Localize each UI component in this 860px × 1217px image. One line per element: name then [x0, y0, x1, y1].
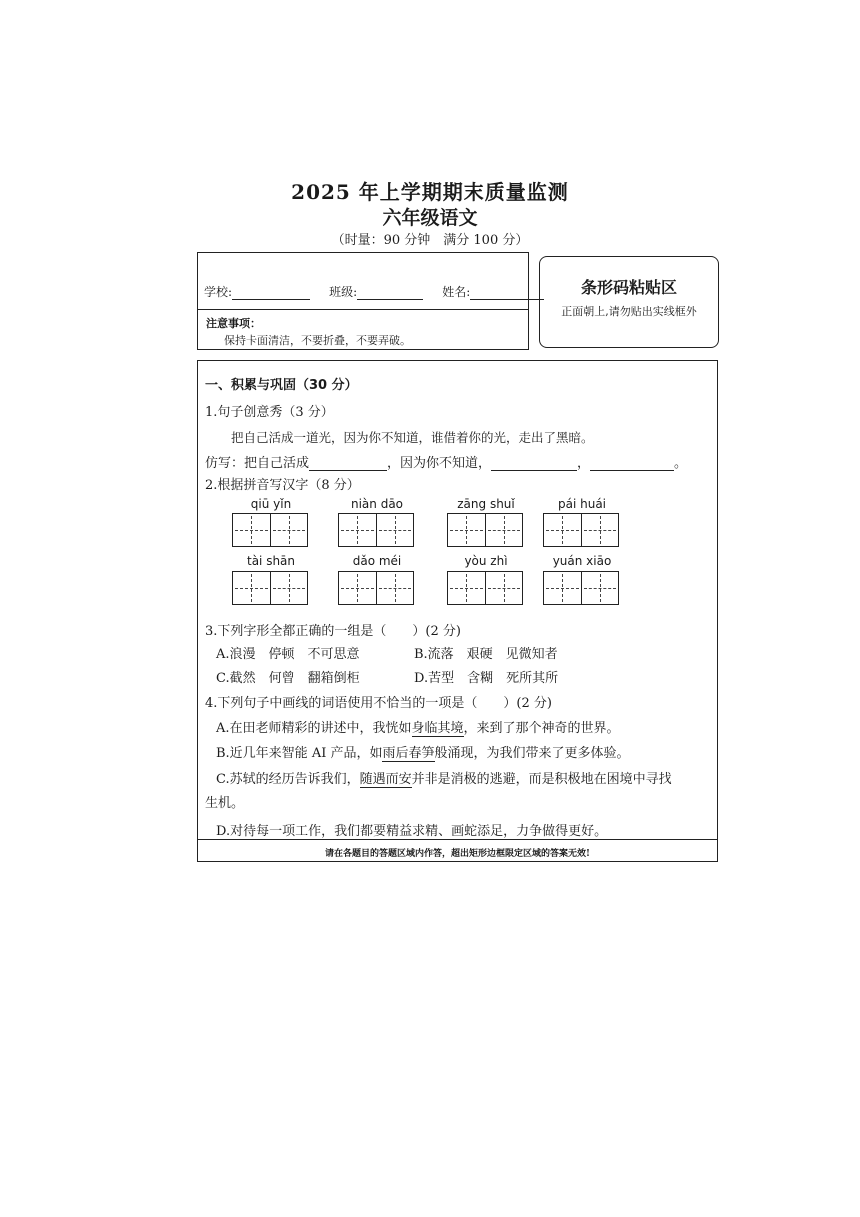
class-field[interactable]: [357, 285, 423, 300]
school-field[interactable]: [232, 285, 310, 300]
imitate-middle: ，因为你不知道，: [387, 456, 492, 471]
imitate-blank-2[interactable]: [491, 458, 577, 471]
section-heading: 一、积累与巩固（30 分）: [205, 378, 358, 393]
exam-subtitle: 六年级语文: [382, 207, 478, 229]
imitate-blank-1[interactable]: [309, 458, 387, 471]
q4-option-c-continued: 生机。: [205, 796, 245, 811]
notes-text: 保持卡面清洁，不要折叠，不要弄破。: [224, 334, 411, 347]
pinyin-label: tài shān: [246, 554, 296, 568]
q4-a-text-end: ，来到了那个神奇的世界。: [463, 721, 620, 736]
pinyin-label: pái huái: [557, 497, 607, 511]
char-grid[interactable]: [543, 571, 619, 605]
imitate-blank-3[interactable]: [590, 458, 674, 471]
char-grid[interactable]: [447, 571, 523, 605]
barcode-area: [539, 256, 719, 348]
info-divider: [198, 309, 528, 310]
exam-meta: （时量：90 分钟 满分 100 分）: [331, 233, 529, 248]
exam-title: 2025 年上学期期末质量监测: [291, 180, 569, 204]
q4-c-text-end: 并非是消极的逃避，而是积极地在困境中寻找: [411, 772, 672, 787]
char-grid[interactable]: [543, 513, 619, 547]
pinyin-label: niàn dāo: [350, 497, 404, 511]
q4-d-text: D.对待每一项工作，我们都要: [216, 824, 387, 839]
pinyin-label: yuán xiāo: [552, 554, 612, 568]
imitate-end: 。: [674, 456, 688, 471]
char-grid[interactable]: [447, 513, 523, 547]
footer-warning: 请在各题目的答题区域内作答，超出矩形边框限定区域的答案无效!: [325, 849, 590, 859]
q4-d-underlined: 精益求精、画蛇添足: [386, 820, 503, 840]
school-label: 学校:: [204, 285, 233, 299]
name-field[interactable]: [470, 285, 544, 300]
q4-a-text: A.在田老师精彩的讲述中，我恍如: [216, 721, 412, 736]
q4-c-text: C.苏轼的经历告诉我们，: [216, 772, 360, 787]
q4-option-a[interactable]: [216, 717, 620, 737]
q4-b-text-end: 般涌现，为我们带来了更多体验。: [434, 746, 630, 761]
q3-title: 3.下列字形全都正确的一组是（ ）(2 分): [205, 624, 461, 639]
q3-option-b[interactable]: B.流落 艰硬 见微知者: [414, 647, 558, 662]
pinyin-label: qiū yǐn: [250, 497, 292, 511]
char-grid[interactable]: [338, 513, 414, 547]
q3-option-d[interactable]: D.苦型 含糊 死所其所: [414, 671, 559, 686]
q4-d-text-end: ，力争做得更好。: [503, 824, 608, 839]
char-grid[interactable]: [338, 571, 414, 605]
q2-title: 2.根据拼音写汉字（8 分）: [205, 478, 360, 493]
q3-option-a[interactable]: A.浪漫 停顿 不可思意: [216, 647, 360, 662]
q4-option-d[interactable]: [216, 820, 607, 840]
class-label: 班级:: [329, 285, 358, 299]
barcode-subtitle: 正面朝上,请勿贴出实线框外: [561, 305, 697, 318]
name-label: 姓名:: [442, 285, 471, 299]
char-grid[interactable]: [232, 513, 308, 547]
q1-imitate-row: [205, 452, 687, 471]
q4-b-text: B.近几年来智能 AI 产品，如: [216, 746, 383, 761]
q1-sentence: 把自己活成一道光，因为你不知道，谁借着你的光，走出了黑暗。: [231, 430, 594, 445]
student-info-row: [204, 283, 544, 300]
q4-title: 4.下列句子中画线的词语使用不恰当的一项是（ ）(2 分): [205, 696, 552, 711]
q4-option-c[interactable]: [216, 768, 672, 788]
pinyin-label: yòu zhì: [464, 554, 508, 568]
student-info-box: [197, 252, 529, 350]
q4-c-underlined: 随遇而安: [360, 768, 412, 788]
q3-option-c[interactable]: C.截然 何曾 翻箱倒柜: [216, 671, 360, 686]
notes-title: 注意事项：: [206, 317, 261, 330]
pinyin-label: dǎo méi: [352, 554, 402, 568]
q1-title: 1.句子创意秀（3 分）: [205, 405, 334, 420]
barcode-title: 条形码粘贴区: [580, 278, 677, 297]
imitate-prefix: 仿写：把自己活成: [205, 456, 310, 471]
pinyin-label: zāng shuǐ: [457, 497, 515, 511]
q4-a-underlined: 身临其境: [412, 717, 464, 737]
char-grid[interactable]: [232, 571, 308, 605]
imitate-comma: ，: [577, 456, 591, 471]
q4-option-b[interactable]: [216, 742, 630, 762]
q4-b-underlined: 雨后春笋: [382, 742, 434, 762]
